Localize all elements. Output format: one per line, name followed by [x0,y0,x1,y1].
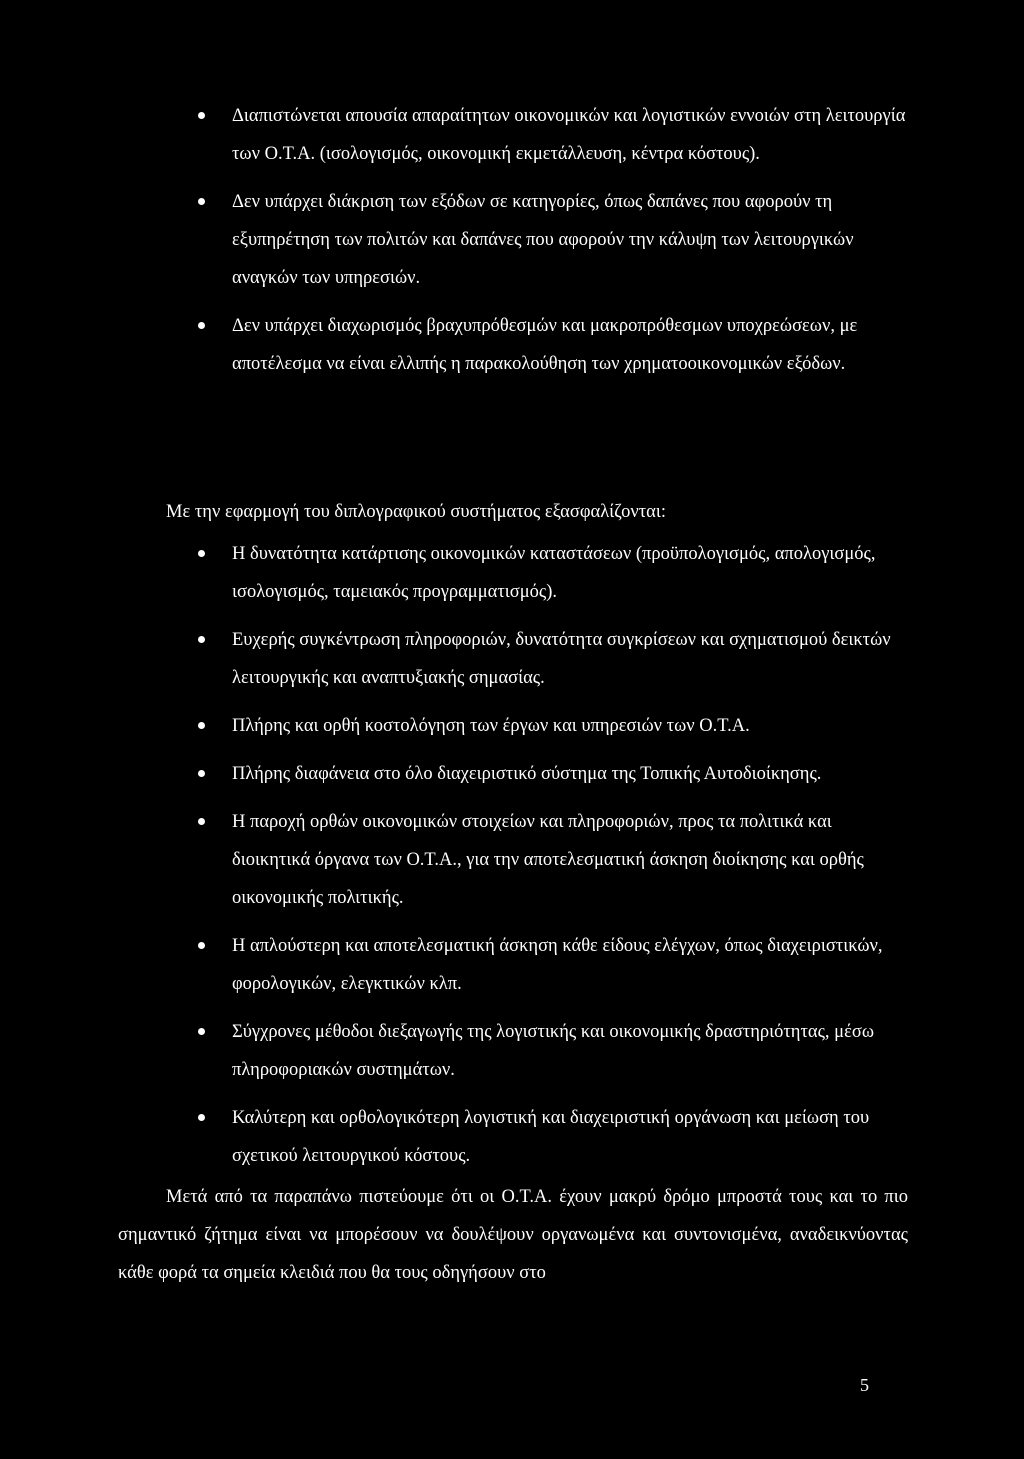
list-item [232,1099,912,1175]
list-item-text: Η δυνατότητα κατάρτισης οικονομικών καταστάσεων (προϋπολογισμός, απολογισμός, ισολογισμός, ταμειακός προγραμματισμός). [232,544,876,602]
list-item [232,535,912,611]
list-item [232,183,912,297]
page-number: 5 [860,1375,869,1395]
list-item-text: Πλήρης και ορθή κοστολόγηση των έργων και υπηρεσιών των Ο.Τ.Α. [232,716,750,736]
closing-paragraph: Μετά από τα παραπάνω πιστεύουμε ότι οι Ο.Τ.Α. έχουν μακρύ δρόμο μπροστά τους και το πιο σημαντικό ζήτημα είναι να μπορέσουν να δουλέψουν οργανωμένα και συντονισμένα, αναδεικνύοντας κάθε φορά τα σημεία κλειδιά που θα τους οδηγήσουν στο [118,1187,908,1283]
bullet-icon [198,1028,205,1035]
bullet-icon [198,722,205,729]
intro-paragraph: Με την εφαρμογή του διπλογραφικού συστήματος εξασφαλίζονται: [166,502,666,522]
list-item [232,927,912,1003]
list-item-text: Δεν υπάρχει διαχωρισμός βραχυπρόθεσμών και μακροπρόθεσμων υποχρεώσεων, με αποτέλεσμα να είναι ελλιπής η παρακολούθηση των χρηματοοικονομικών εξόδων. [232,316,858,374]
list-item-text: Πλήρης διαφάνεια στο όλο διαχειριστικό σύστημα της Τοπικής Αυτοδιοίκησης. [232,764,822,784]
list-item [232,707,912,745]
list-item [232,803,912,917]
bullet-icon [198,112,205,119]
bullet-icon [198,1114,205,1121]
bullet-icon [198,770,205,777]
list-item [232,755,912,793]
bullet-icon [198,550,205,557]
list-item-text: Σύγχρονες μέθοδοι διεξαγωγής της λογιστικής και οικονομικής δραστηριότητας, μέσω πληροφοριακών συστημάτων. [232,1022,875,1080]
list-item [232,621,912,697]
bullet-icon [198,322,205,329]
deficiencies-list [232,97,912,393]
list-item-text: Η απλούστερη και αποτελεσματική άσκηση κάθε είδους ελέγχων, όπως διαχειριστικών, φορολογικών, ελεγκτικών κλπ. [232,936,883,994]
list-item-text: Διαπιστώνεται απουσία απαραίτητων οικονομικών και λογιστικών εννοιών στη λειτουργία των Ο.Τ.Α. (ισολογισμός, οικονομική εκμετάλλευση, κέντρα κόστους). [232,106,906,164]
benefits-list [232,535,912,1185]
list-item-text: Καλύτερη και ορθολογικότερη λογιστική και διαχειριστική οργάνωση και μείωση του σχετικού λειτουργικού κόστους. [232,1108,870,1166]
list-item-text: Η παροχή ορθών οικονομικών στοιχείων και πληροφοριών, προς τα πολιτικά και διοικητικά όργανα των Ο.Τ.Α., για την αποτελεσματική άσκηση διοίκησης και ορθής οικονομικής πολιτικής. [232,812,864,908]
list-item [232,1013,912,1089]
bullet-icon [198,198,205,205]
bullet-icon [198,818,205,825]
list-item-text: Ευχερής συγκέντρωση πληροφοριών, δυνατότητα συγκρίσεων και σχηματισμού δεικτών λειτουργικής και αναπτυξιακής σημασίας. [232,630,891,688]
list-item [232,307,912,383]
list-item [232,97,912,173]
list-item-text: Δεν υπάρχει διάκριση των εξόδων σε κατηγορίες, όπως δαπάνες που αφορούν τη εξυπηρέτηση των πολιτών και δαπάνες που αφορούν την κάλυψη των λειτουργικών αναγκών των υπηρεσιών. [232,192,854,288]
bullet-icon [198,942,205,949]
bullet-icon [198,636,205,643]
